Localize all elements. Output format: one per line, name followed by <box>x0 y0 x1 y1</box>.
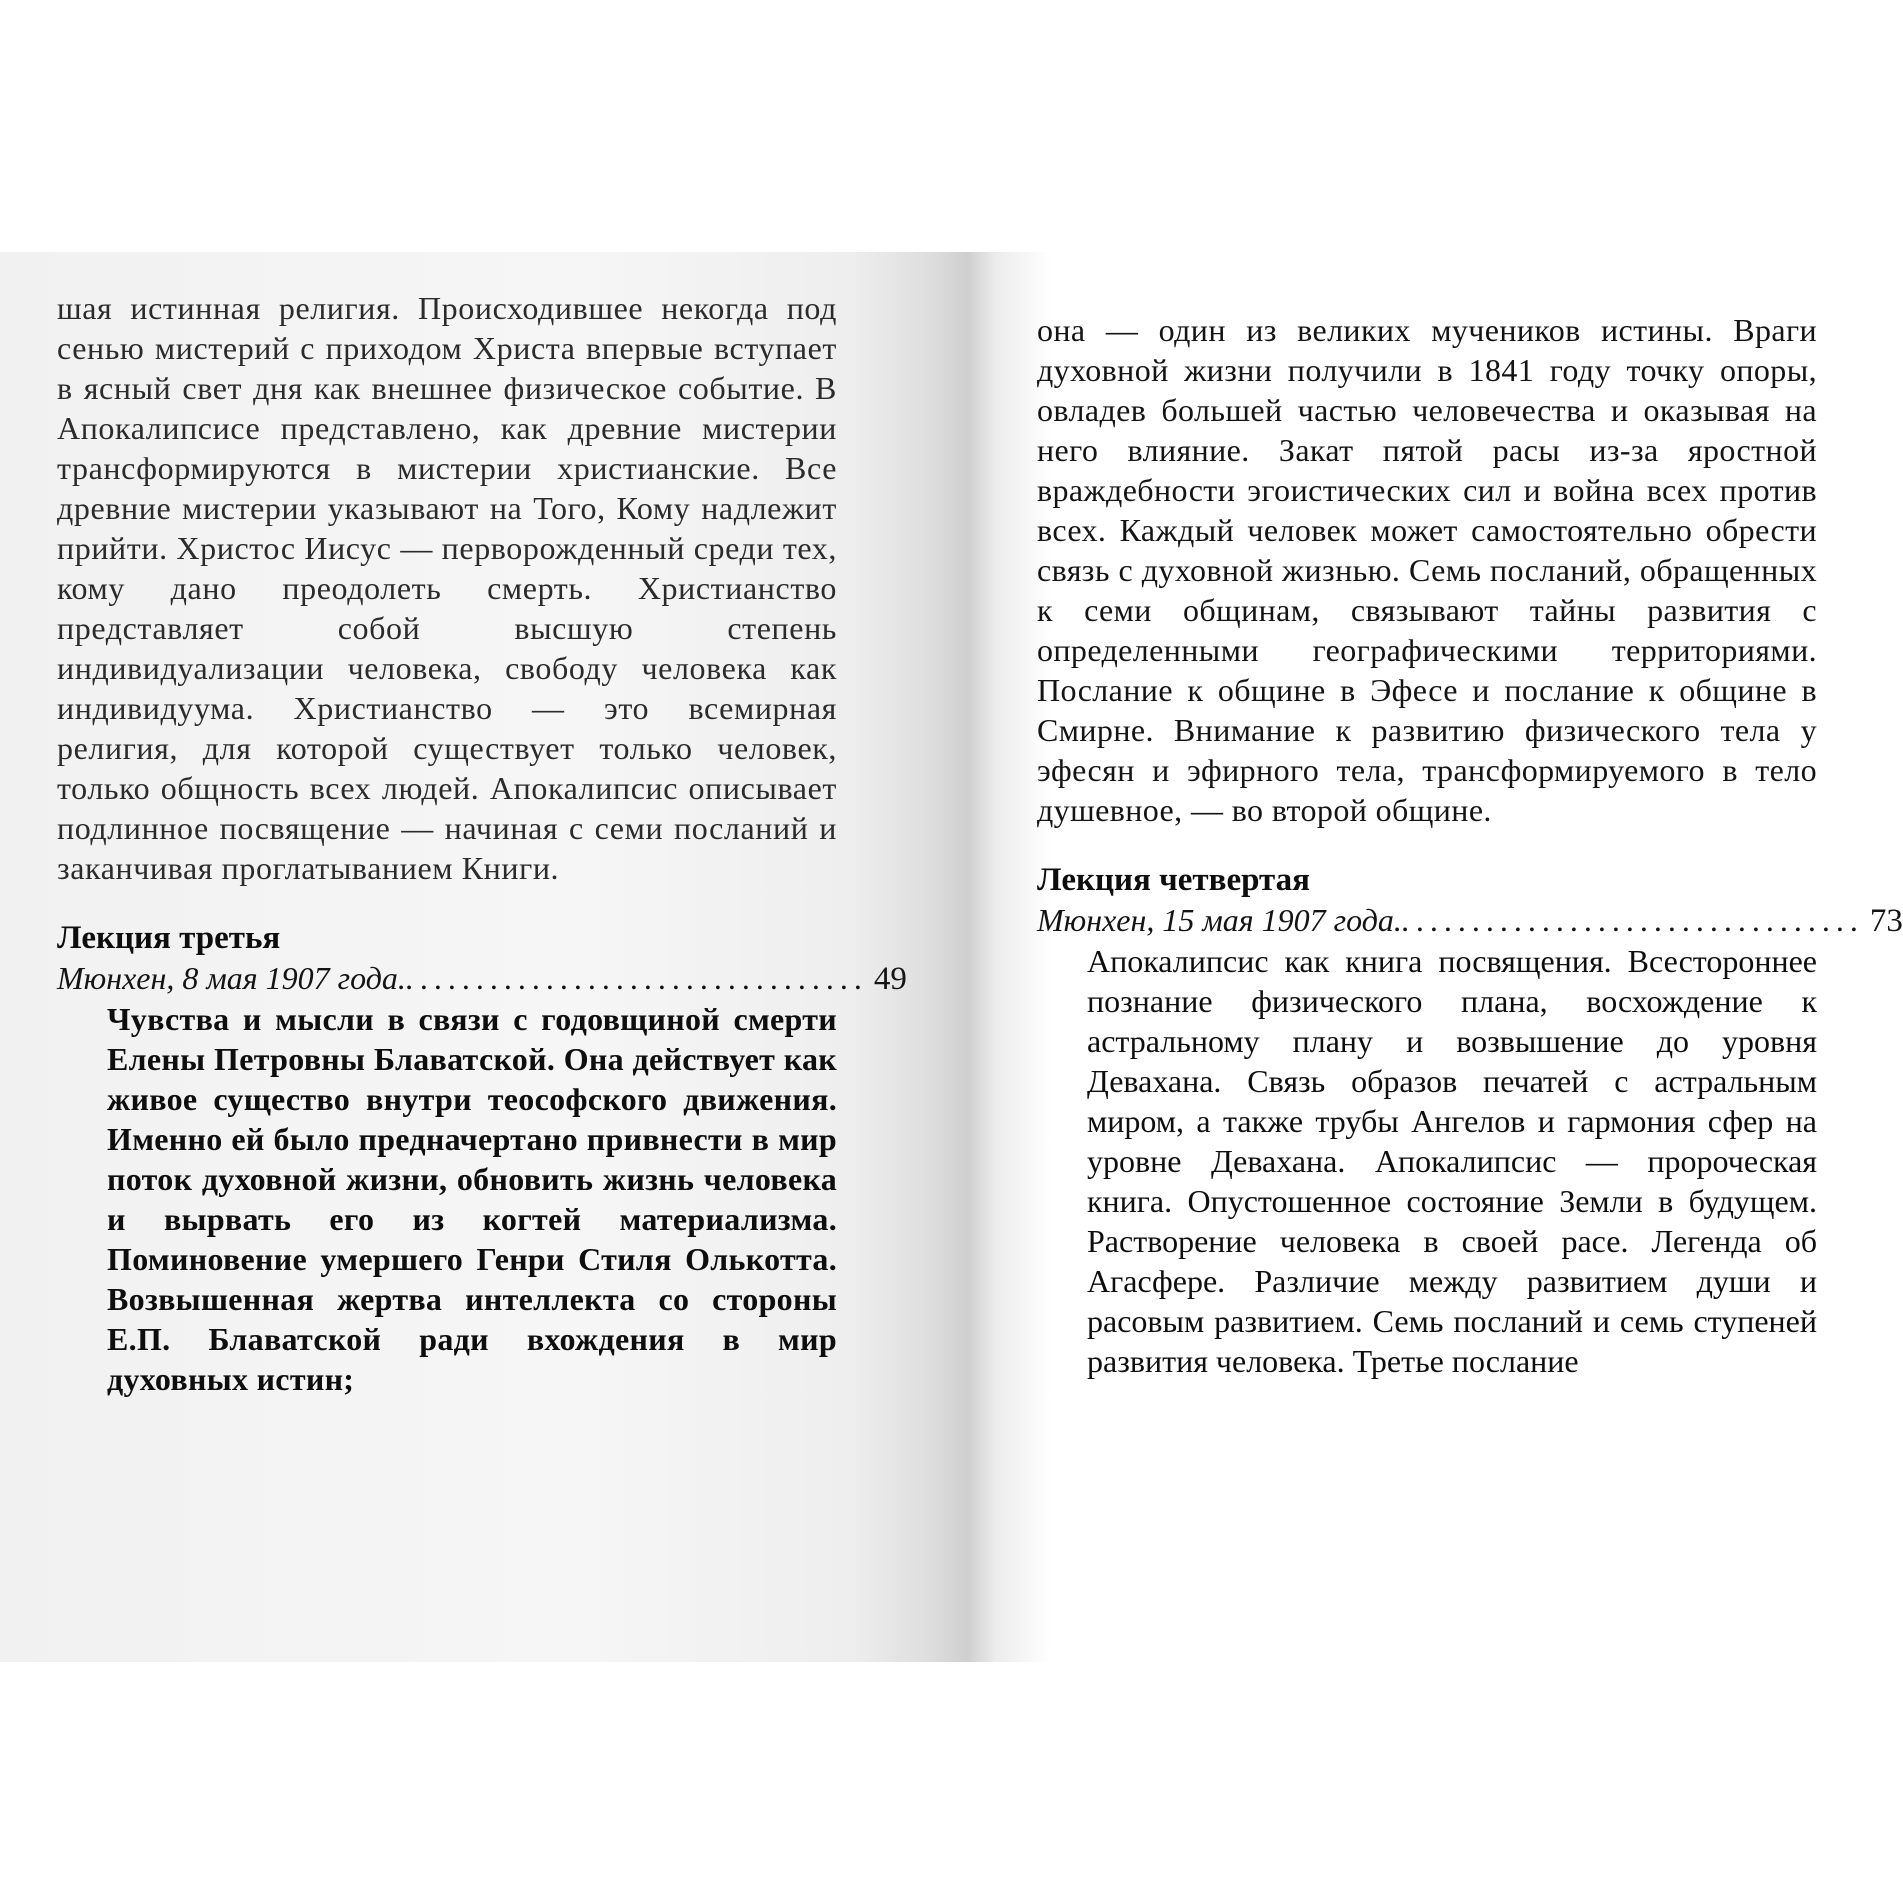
right-page-text <box>1037 310 1903 1381</box>
left-page-text <box>57 288 907 1399</box>
toc-leader-dots: ................................ <box>419 960 868 996</box>
lecture-four-toc-entry <box>1037 900 1903 941</box>
lecture-three-title: Лекция третья <box>57 920 281 956</box>
lecture-four-title: Лекция четвертая <box>1037 862 1310 898</box>
lecture-three-summary: Чувства и мысли в связи с годовщиной смерти Елены Петровны Блаватской. Она действует как живое существо внутри теософского движения. Именно ей было предначертано привнести в мир поток духовной жизни, обновить жизнь человека и вырвать его из когтей материализма. Поминовение умершего Генри Стиля Олькотта. Возвышенная жертва интеллекта со стороны Е.П. Блаватской ради вхождения в мир духовных истин; <box>107 1001 837 1397</box>
lecture-four-page-number: 73 <box>1869 903 1903 939</box>
lecture-four-summary: Апокалипсис как книга посвящения. Всестороннее познание физического плана, восхождение к астральному плану и возвышение до уровня Девахана. Связь образов печатей с астральным миром, а также трубы Ангелов и гармония сфер на уровне Девахана. Апокалипсис — пророческая книга. Опустошенное состояние Земли в будущем. Растворение человека в своей расе. Легенда об Агасфере. Различие между развитием души и расовым развитием. Семь посланий и семь ступеней развития человека. Третье послание <box>1087 943 1817 1379</box>
left-continuation-paragraph: шая истинная религия. Происходившее некогда под сенью мистерий с приходом Христа впервые вступает в ясный свет дня как внешнее физическое событие. В Апокалипсисе представлено, как древние мистерии трансформируются в мистерии христианские. Все древние мистерии указывают на Того, Кому надлежит прийти. Христос Иисус — перворожденный среди тех, кому дано преодолеть смерть. Христианство представляет собой высшую степень индивидуализации человека, свободу человека как индивидуума. Христианство — это всемирная религия, для которой существует только человек, только общность всех людей. Апокалипсис описывает подлинное посвящение — начиная с семи посланий и заканчивая проглатыванием Книги. <box>57 290 837 886</box>
lecture-three-toc-entry <box>57 958 907 999</box>
right-continuation-paragraph: она — один из великих мучеников истины. Враги духовной жизни получили в 1841 году точку опоры, овладев большей частью человечества и оказывая на него влияние. Закат пятой расы из-за яростной враждебности эгоистических сил и война всех против всех. Каждый человек может самостоятельно обрести связь с духовной жизнью. Семь посланий, обращенных к семи общинам, связывают тайны развития с определенными географическими территориями. Послание к общине в Эфесе и послание к общине в Смирне. Внимание к развитию физического тела у эфесян и эфирного тела, трансформируемого в тело душевное, — во второй общине. <box>1037 312 1817 828</box>
lecture-three-date: Мюнхен, 8 мая 1907 года.. <box>57 960 414 996</box>
lecture-four-date: Мюнхен, 15 мая 1907 года.. <box>1037 902 1410 938</box>
toc-leader-dots: ................................ <box>1415 902 1864 938</box>
lecture-three-page-number: 49 <box>873 961 907 997</box>
